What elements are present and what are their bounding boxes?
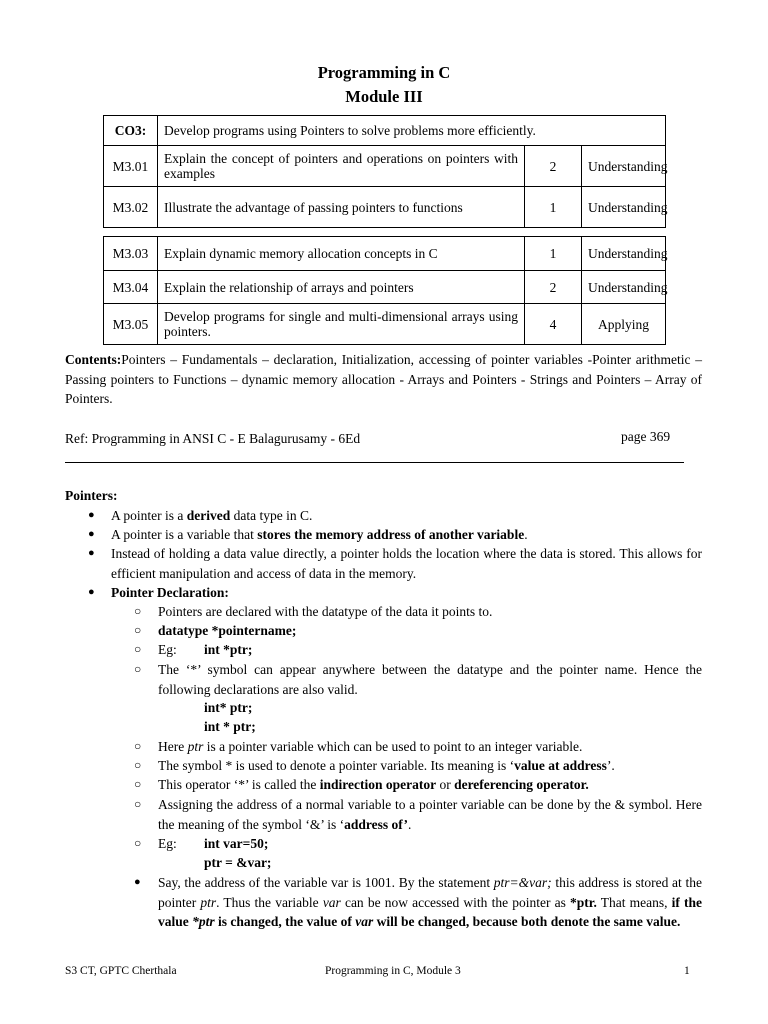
outcome-row [104,187,666,228]
outcome-code: M3.04 [104,271,158,304]
contents-text: Pointers – Fundamentals – declaration, Initialization, accessing of pointer variables -Pointer arithmetic – Passing pointers to Functions – dynamic memory allocation - Arrays and Pointers - Strings and Pointers – Array of Pointers. [65,352,702,406]
co-table-top [103,115,666,228]
code-line: int * ptr; [204,719,256,734]
bullet-bold: stores the memory address of another variable [257,527,525,542]
reference-page: page 369 [621,429,671,444]
item-italic: ptr [200,894,217,910]
bullet-derived [111,506,312,525]
outcome-code: M3.01 [104,146,158,187]
outcome-description: Explain the concept of pointers and operations on pointers with examples [158,146,525,187]
bullet-icon: ● [88,586,95,598]
item-italic: var [355,914,374,929]
outcome-code: M3.03 [104,237,158,271]
item-text: This operator ‘*’ is called the [158,777,320,792]
item-text: if the value [158,894,703,929]
outcome-level: Understanding [582,271,666,304]
sub-item-address-of [158,795,702,834]
circle-bullet-icon: ○ [134,739,142,753]
outcome-hours: 2 [525,146,582,187]
outcome-description: Explain dynamic memory allocation concepts in C [158,237,525,271]
footer-left: S3 CT, GPTC Cherthala [65,965,177,977]
bullet-icon: ● [134,876,141,888]
item-text: this address is stored at the pointer [158,875,702,910]
sub-item-ptr [158,737,582,756]
code-line: int* ptr; [204,700,253,715]
item-bold: value at address [514,758,607,773]
sub-item-datatype: Pointers are declared with the datatype of the data it points to. [158,604,493,619]
item-italic: ptr=&var; [493,875,552,890]
sub-item-symbol-star [158,756,615,775]
circle-bullet-icon: ○ [134,777,142,791]
item-text: . [407,816,412,832]
outcome-code: M3.02 [104,187,158,228]
contents-label: Contents: [65,352,122,367]
outcome-level: Applying [582,304,666,345]
bullet-icon: ● [88,528,95,540]
outcome-row [104,237,666,271]
item-text: will be changed, because both denote the same value. [373,914,681,929]
bullet-text: A pointer is a [111,508,187,523]
outcome-description: Develop programs for single and multi-dimensional arrays using pointers. [158,304,525,345]
sub-item-example-code: int *ptr; [204,642,253,657]
module-title: Module III [345,87,423,106]
outcome-row [104,271,666,304]
circle-bullet-icon: ○ [134,642,142,656]
bullet-pointer-declaration: Pointer Declaration: [111,585,229,600]
sub-item-address-example [158,873,702,932]
item-text: ’. [606,758,615,773]
bullet-text: . [524,527,528,542]
bullet-text: A pointer is a variable that [111,527,258,542]
item-text: Say, the address of the variable var is 1001. By the statement [158,875,494,890]
item-bold: *ptr. [569,894,597,910]
reference-text: Ref: Programming in ANSI C - E Balagurusamy - 6Ed [65,431,361,446]
outcome-description: Illustrate the advantage of passing pointers to functions [158,187,525,228]
sub-item-syntax: datatype *pointername; [158,623,297,638]
outcome-row [104,304,666,345]
co-text: Develop programs using Pointers to solve problems more efficiently. [158,116,666,146]
sub-item-example-label: Eg: [158,642,177,657]
sub-item-star-symbol: The ‘*’ symbol can appear anywhere between the datatype and the pointer name. Hence the following declarations are also valid. [158,662,702,697]
code-line: int var=50; [204,836,269,851]
item-text: can be now accessed with the pointer as [340,894,570,910]
bullet-icon: ● [88,547,95,559]
item-italic: *ptr [192,914,215,929]
document-title: Programming in C [317,63,451,82]
footer-page-number: 1 [684,965,690,977]
co-table-bottom [103,236,666,345]
circle-bullet-icon: ○ [134,604,142,618]
outcome-hours: 1 [525,187,582,228]
item-text: is changed, the value of [214,914,356,929]
outcome-description: Explain the relationship of arrays and pointers [158,271,525,304]
item-bold: dereferencing operator. [454,777,589,792]
outcome-hours: 4 [525,304,582,345]
outcome-level: Understanding [582,237,666,271]
bullet-icon: ● [88,509,95,521]
bullet-location: Instead of holding a data value directly, a pointer holds the location where the data is stored. This allows for efficient manipulation and access of data in the memory. [111,546,702,581]
item-text: That means, [596,894,672,910]
sub-item-operator [158,775,589,794]
contents-paragraph [65,350,702,409]
outcome-level: Understanding [582,146,666,187]
outcome-hours: 1 [525,237,582,271]
circle-bullet-icon: ○ [134,662,142,676]
item-bold: indirection operator [319,777,437,792]
outcome-level: Understanding [582,187,666,228]
item-text: is a pointer variable which can be used to point to an integer variable. [203,739,583,754]
bullet-bold: derived [186,508,231,523]
section-heading: Pointers: [65,488,118,503]
item-bold: address of’ [344,816,408,832]
item-text: . Thus the variable [216,894,323,910]
item-italic: ptr [187,739,204,754]
footer-center: Programming in C, Module 3 [325,965,461,977]
outcome-row [104,146,666,187]
item-text: Assigning the address of a normal variable to a pointer variable can be done by the & symbol. Here the meaning of the symbol ‘&’ is ‘ [158,797,702,832]
item-italic: var [322,894,341,910]
item-text: or [436,777,455,792]
co-row [104,116,666,146]
bullet-text: data type in C. [230,508,313,523]
outcome-code: M3.05 [104,304,158,345]
code-line: ptr = &var; [204,855,272,870]
circle-bullet-icon: ○ [134,623,142,637]
item-text: The symbol * is used to denote a pointer variable. Its meaning is ‘ [158,758,515,773]
divider-line [65,462,684,463]
bullet-stores-address [111,525,528,544]
sub-item-example-label: Eg: [158,836,177,851]
circle-bullet-icon: ○ [134,797,142,811]
circle-bullet-icon: ○ [134,836,142,850]
item-text: Here [158,739,188,754]
co-label: CO3: [104,116,158,146]
circle-bullet-icon: ○ [134,758,142,772]
outcome-hours: 2 [525,271,582,304]
